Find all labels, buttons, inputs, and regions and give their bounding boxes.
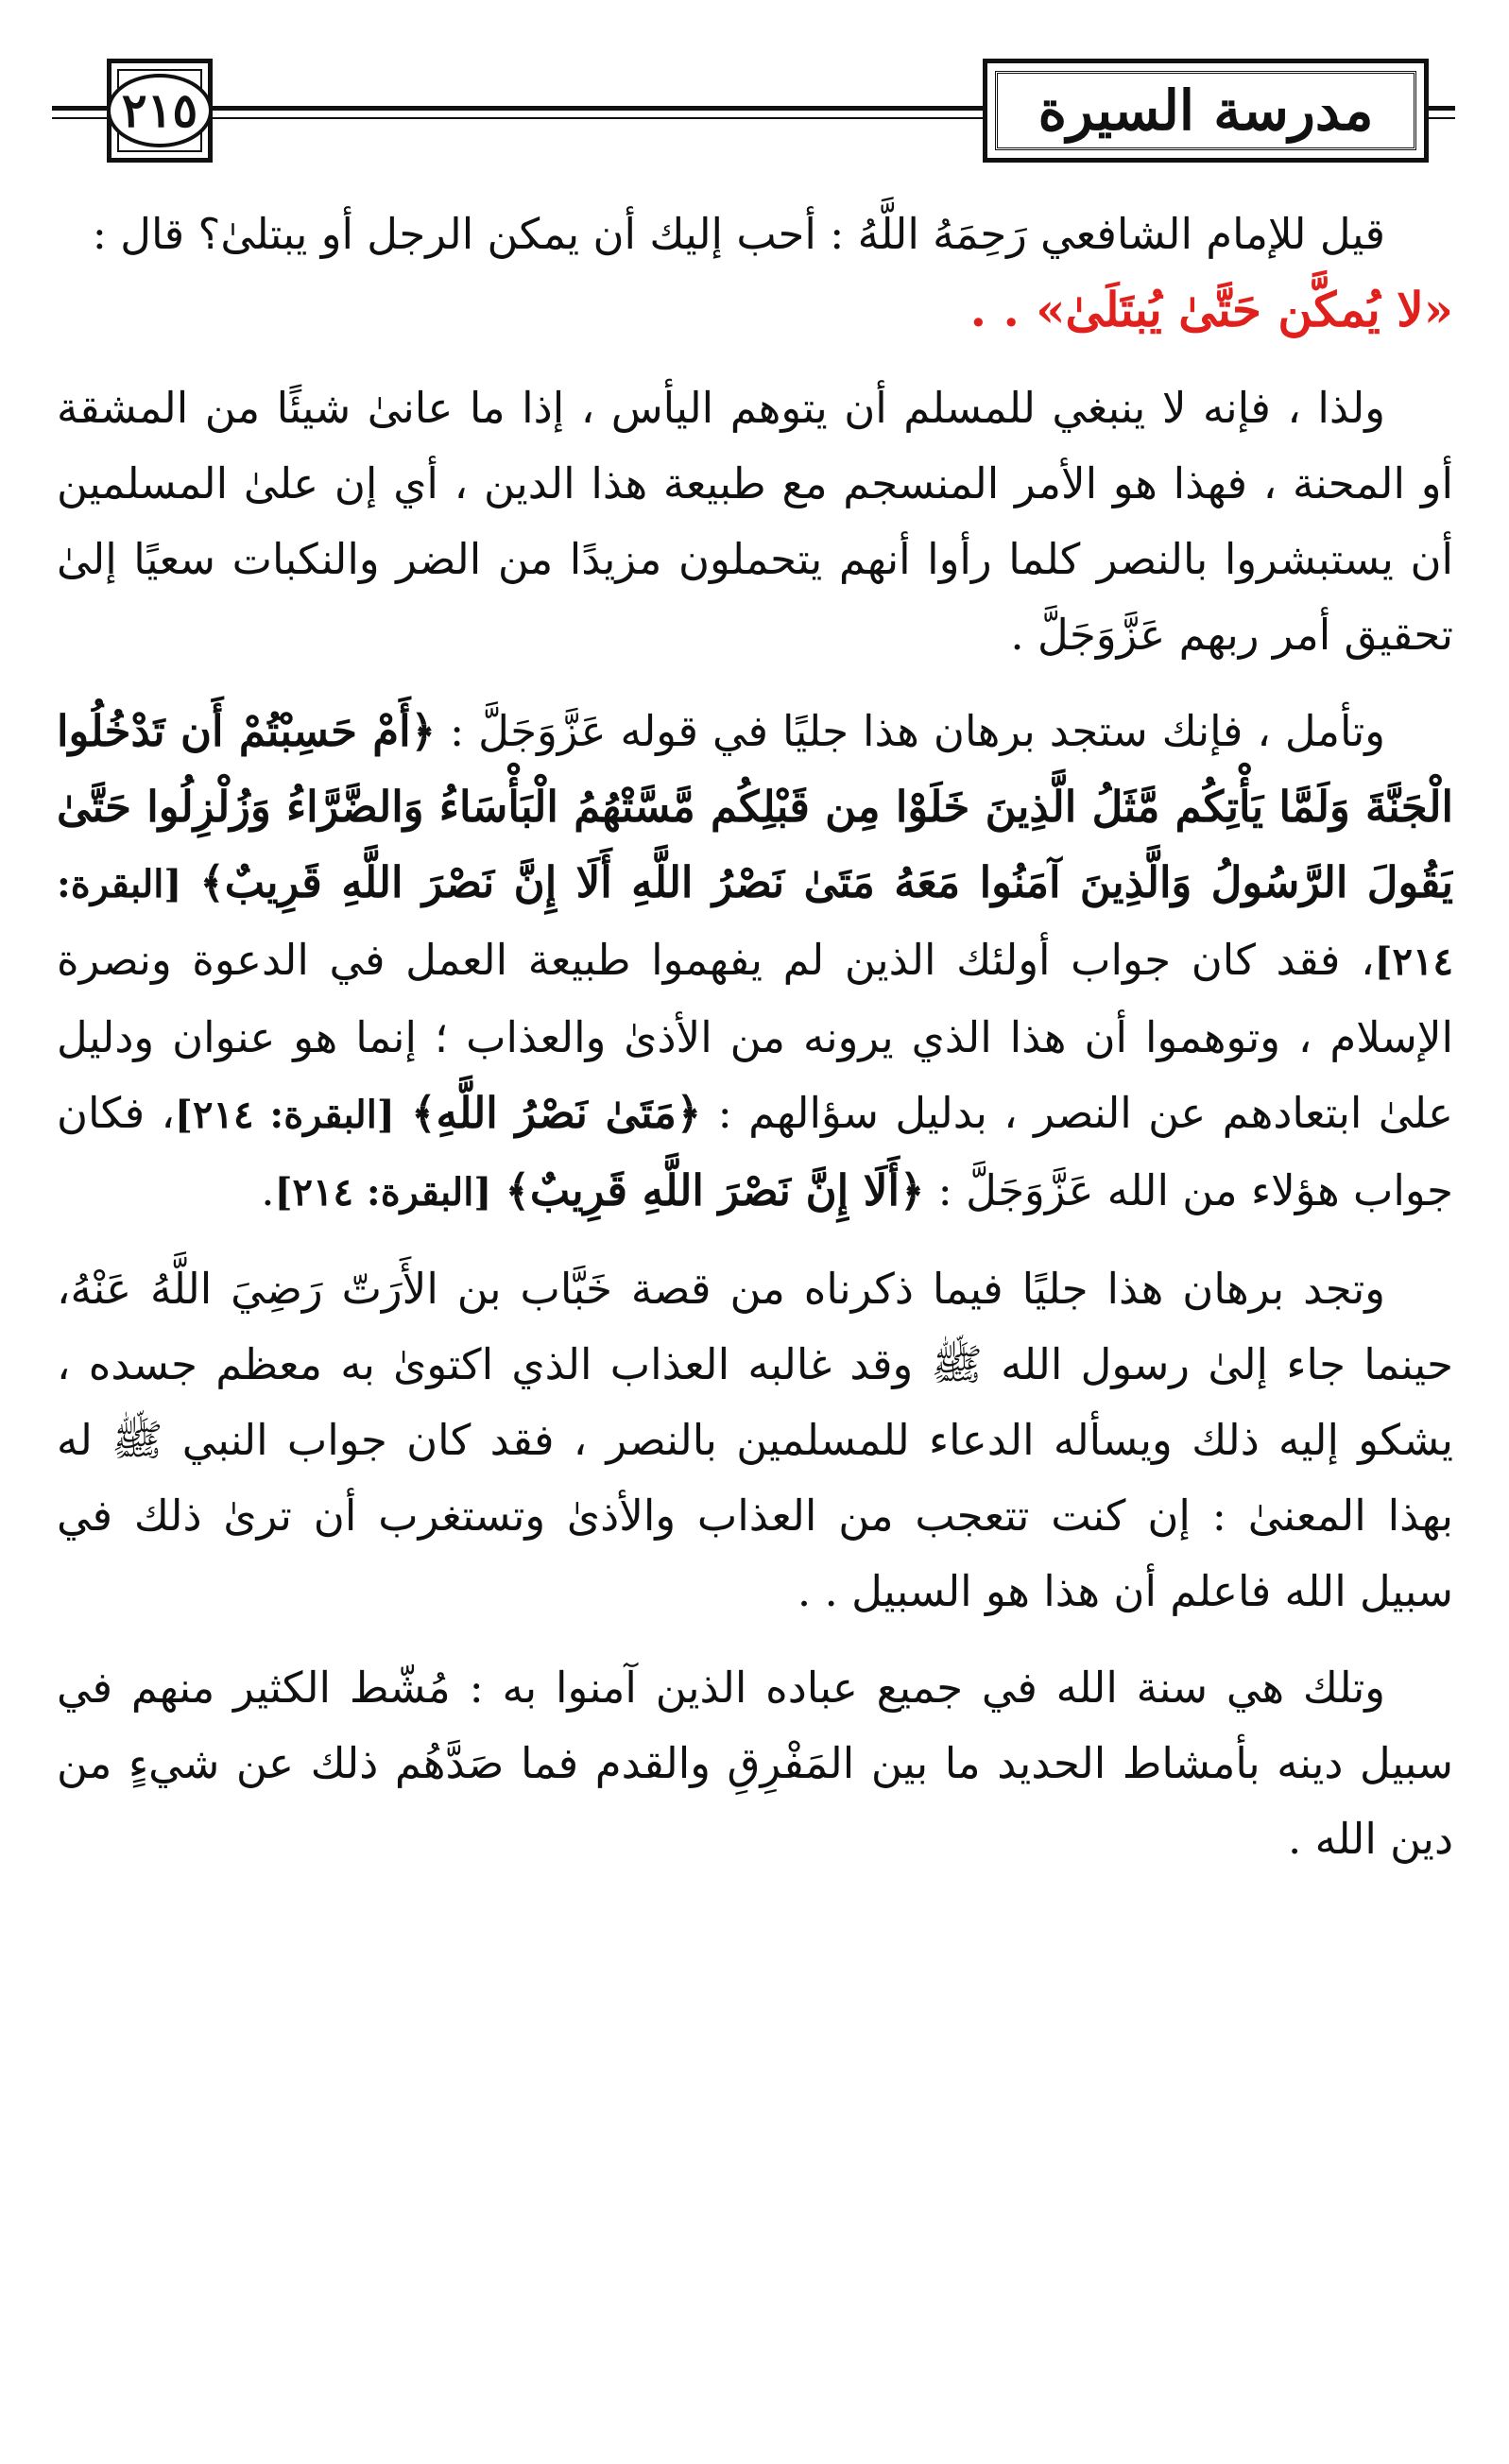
verse-reference-2: [البقرة: ٢١٤]	[175, 1093, 395, 1137]
page-number: ٢١٥	[107, 74, 214, 147]
page-header	[0, 0, 1509, 189]
quran-verse-baqarah-214: ﴿أَمْ حَسِبْتُمْ أَن تَدْخُلُوا الْجَنَّةَ وَلَمَّا يَأْتِكُم مَّثَلُ الَّذِينَ خَلَوْا مِن قَبْلِكُم مَّسَّتْهُمُ الْبَأْسَاءُ وَالضَّرَّاءُ وَزُلْزِلُوا حَتَّىٰ يَقُولَ الرَّسُولُ وَالَّذِينَ آمَنُوا مَعَهُ مَتَىٰ نَصْرُ اللَّهِ أَلَا إِنَّ نَصْرَ اللَّهِ قَرِيبٌ﴾	[57, 706, 1453, 907]
page-body	[57, 197, 1453, 2446]
book-title: مدرسة السيرة	[1037, 78, 1374, 143]
paragraph-4: وتجد برهان هذا جليًا فيما ذكرناه من قصة خَبَّاب بن الأَرَتّ رَضِيَ اللَّهُ عَنْهُ، حينما جاء إلىٰ رسول الله ﷺ وقد غالبه العذاب الذي اكتوىٰ به معظم جسده ، يشكو إليه ذلك ويسأله الدعاء للمسلمين بالنصر ، فقد كان جواب النبي ﷺ له بهذا المعنىٰ : إن كنت تتعجب من العذاب والأذىٰ وتستغرب أن ترىٰ ذلك في سبيل الله فاعلم أن هذا هو السبيل . .	[57, 1264, 1453, 1616]
book-title-box	[983, 59, 1429, 163]
paragraph-3-middle: ، فقد كان جواب أولئك الذين لم يفهموا طبيعة العمل في الدعوة ونصرة الإسلام ، وتوهموا أن هذا الذي يرونه من الأذىٰ والعذاب ؛ إنما هو عنوان ودليل علىٰ ابتعادهم عن النصر ، بدليل سؤالهم :	[57, 935, 1453, 1138]
verse-reference-1: [البقرة: ٢١٤]	[57, 862, 1453, 984]
paragraph-5: وتلك هي سنة الله في جميع عباده الذين آمنوا به : مُشّط الكثير منهم في سبيل دينه بأمشاط الحديد ما بين المَفْرِقِ والقدم فما صَدَّهُم ذلك عن شيءٍ من دين الله .	[57, 1663, 1453, 1864]
paragraph-2: ولذا ، فإنه لا ينبغي للمسلم أن يتوهم اليأس ، إذا ما عانىٰ شيئًا من المشقة أو المحنة ، فهذا هو الأمر المنسجم مع طبيعة هذا الدين ، أي إن علىٰ المسلمين أن يستبشروا بالنصر كلما رأوا أنهم يتحملون مزيدًا من الضر والنكبات سعيًا إلىٰ تحقيق أمر ربهم عَزَّوَجَلَّ .	[57, 383, 1453, 660]
quran-verse-short-1: ﴿مَتَىٰ نَصْرُ اللَّهِ﴾	[411, 1088, 702, 1138]
paragraph-3-middle-2: ، فكان جواب هؤلاء من الله عَزَّوَجَلَّ :	[57, 1088, 1453, 1215]
paragraph-3	[57, 694, 1453, 1231]
paragraph-3-intro: وتأمل ، فإنك ستجد برهان هذا جليًا في قوله عَزَّوَجَلَّ :	[450, 706, 1385, 756]
page-number-box	[107, 59, 213, 163]
paragraph-1-text: قيل للإمام الشافعي رَحِمَهُ اللَّهُ : أحب إليك أن يمكن الرجل أو يبتلىٰ؟ قال :	[92, 209, 1385, 259]
paragraph-1	[57, 197, 1453, 350]
quran-verse-short-2: ﴿أَلَا إِنَّ نَصْرَ اللَّهِ قَرِيبٌ﴾	[505, 1165, 925, 1215]
paragraph-3-end: .	[261, 1165, 275, 1215]
verse-reference-3: [البقرة: ٢١٤]	[274, 1170, 492, 1215]
shafii-quote: «لا يُمكَّن حَتَّىٰ يُبتَلَىٰ» . .	[969, 282, 1453, 337]
